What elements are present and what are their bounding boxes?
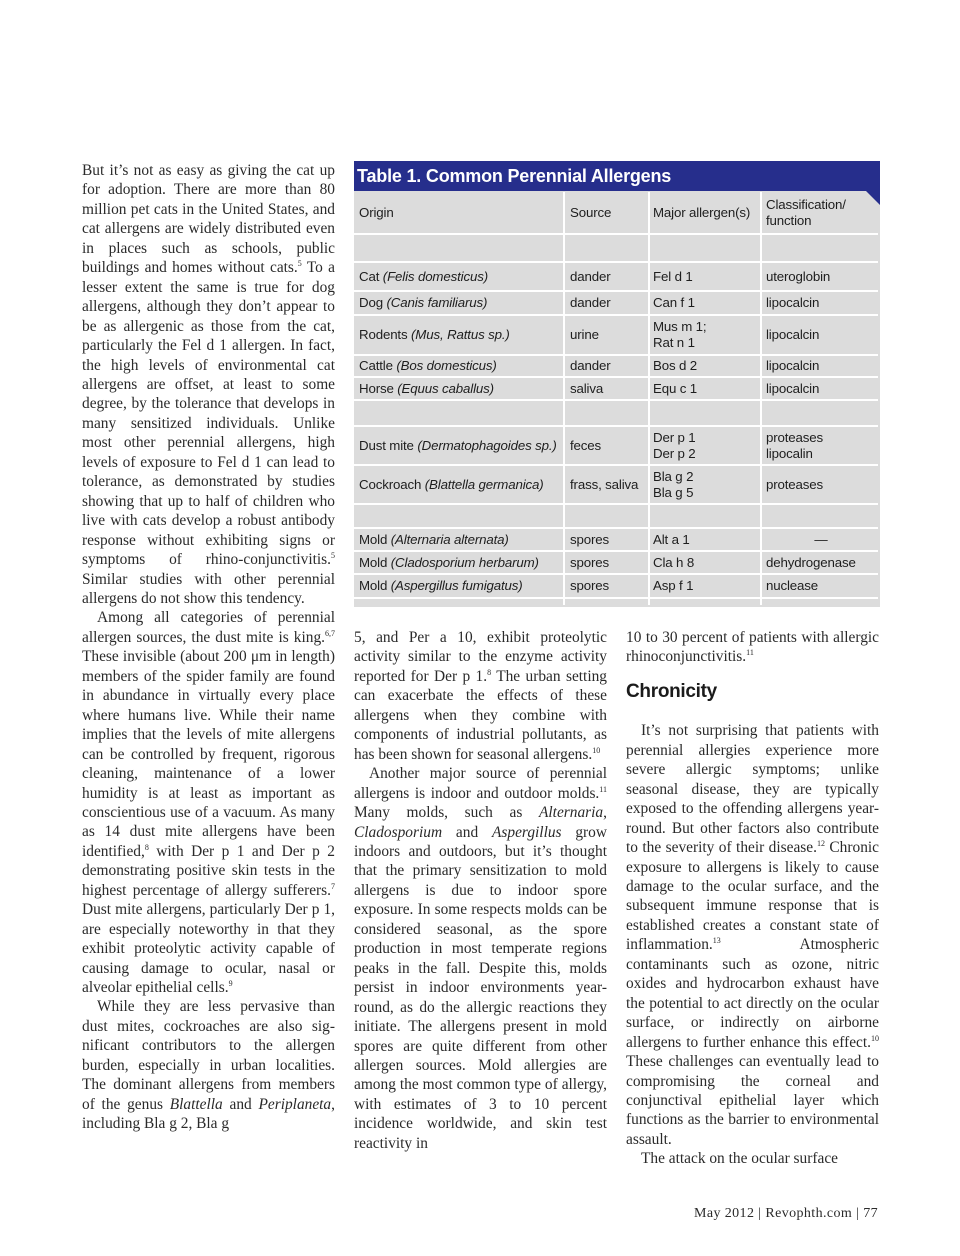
title-corner-decoration xyxy=(866,191,880,205)
cell-source-rodents: urine xyxy=(570,327,599,342)
cell-source-horse: saliva xyxy=(570,380,604,396)
cell-class-cattle: lipocalcin xyxy=(766,358,820,373)
cell-origin-mold-aspergillus: Mold (Aspergillus fumigatus) xyxy=(359,578,523,593)
header-classification: Classification/ function xyxy=(766,197,846,228)
cell-allergen-dog: Can f 1 xyxy=(653,295,695,310)
cell-origin-horse: Horse (Equus caballus) xyxy=(359,380,494,396)
cell-origin-rodents: Rodents (Mus, Rattus sp.) xyxy=(359,327,510,342)
cell-class-rodents: lipocalcin xyxy=(766,327,820,342)
cell-class-dust-mite: proteases lipocalin xyxy=(766,429,824,461)
cell-allergen-mold-aspergillus: Asp f 1 xyxy=(653,578,694,593)
article-column-left xyxy=(82,161,335,1134)
cell-class-dog: lipocalcin xyxy=(766,295,820,310)
paragraph: But it’s not as easy as giving the cat up for adoption. There are more than 80 million pet cats in the United States, and cat allergens are widely distributed even in places such as schools, public buildings and homes without cats.$^5$ To a lesser extent the same is true for dog allergens, although they don’t appear to be as allergenic as those from the cat, particularly the Fel d 1 allergen. In fact, the high levels of environmental cat allergens are offset, at least to some degree, by the tolerance that develops in many sensitized individuals. Unlike most other perennial allergens, high levels of exposure to Fel d 1 can lead to tolerance, as demonstrated by studies showing that up to half of children who live with cats develop a robust antibody response without exhibiting signs or symptoms of rhino-conjunctivitis.$^5$ Similar studies with other perennial allergens do not show this tendency. xyxy=(82,162,335,607)
cell-class-mold-aspergillus: nuclease xyxy=(766,578,819,593)
row-divider xyxy=(354,399,878,401)
cell-class-mold-alternaria: — xyxy=(814,531,828,547)
cell-origin-cockroach: Cockroach (Blattella germanica) xyxy=(359,476,544,492)
cell-source-mold-alternaria: spores xyxy=(570,531,610,547)
cell-source-dog: dander xyxy=(570,295,611,310)
cell-source-dust-mite: feces xyxy=(570,437,602,453)
allergen-table xyxy=(354,161,880,607)
header-source: Source xyxy=(570,205,612,220)
cell-source-cat: dander xyxy=(570,268,611,284)
cell-class-cat: uteroglobin xyxy=(766,268,831,284)
cell-source-mold-aspergillus: spores xyxy=(570,578,610,593)
cell-allergen-mold-alternaria: Alt a 1 xyxy=(653,531,690,547)
cell-allergen-dust-mite: Der p 1 Der p 2 xyxy=(653,429,696,461)
paragraph: The attack on the ocular surface xyxy=(641,1150,838,1168)
cell-allergen-mold-cladosporium: Cla h 8 xyxy=(653,554,695,570)
header-major-allergen: Major allergen(s) xyxy=(653,205,751,220)
paragraph: Among all categories of perennial allergen sources, the dust mite is king.$^{6,7}$ These invisible (about 200 μm in length) members of the spider family are found in abundance in virtually every place where humans live. While their name implies that the levels of mite allergens can be controlled by frequent, rigorous cleaning, maintenance of a lower humidity is at least as important as conscientious use of a vacuum. As many as 14 dust mite allergens have been identified,$^8$ with Der p 1 and Der p 2 demonstrating positive skin tests in the highest percentage of allergy sufferers.$^7$ Dust mite allergens, particularly Der p 1, are especially noteworthy in that they exhibit proteolytic activity capable of causing damage to ocular, nasal or alveolar epithelial cells.$^9$ xyxy=(82,609,335,997)
cell-source-cattle: dander xyxy=(570,358,611,373)
cell-origin-dust-mite: Dust mite (Dermatophagoides sp.) xyxy=(359,437,557,453)
cell-allergen-rodents: Mus m 1; Rat n 1 xyxy=(653,319,707,350)
cell-class-horse: lipocalcin xyxy=(766,380,820,396)
cell-origin-mold-alternaria: Mold (Alternaria alternata) xyxy=(359,531,509,547)
cell-origin-dog: Dog (Canis familiarus) xyxy=(359,295,488,310)
row-divider xyxy=(354,597,878,599)
cell-origin-cat: Cat (Felis domesticus) xyxy=(359,268,488,284)
cell-source-cockroach: frass, saliva xyxy=(570,476,639,492)
cell-allergen-cockroach: Bla g 2 Bla g 5 xyxy=(653,468,694,500)
row-divider xyxy=(354,503,878,505)
cell-class-mold-cladosporium: dehydrogenase xyxy=(766,554,856,570)
paragraph: 5, and Per a 10, exhibit proteolytic activity similar to the enzyme activity reported for Der p 1.$^8$ The urban setting can exacerbate the effects of these allergens when they combine with components of industrial pollutants, as has been shown for seasonal allergens.$^{10}$ xyxy=(354,629,607,763)
paragraph: While they are less pervasive than dust mites, cockroaches are also significant contributors to the allergen burden, especially in urban localities. The dominant allergens from members of the genus Blattella and Periplaneta, including Bla g 2, Bla g xyxy=(82,998,335,1133)
cell-origin-mold-cladosporium: Mold (Cladosporium herbarum) xyxy=(359,554,539,570)
cell-source-mold-cladosporium: spores xyxy=(570,554,610,570)
article-column-middle xyxy=(354,628,607,1153)
header-origin: Origin xyxy=(359,205,394,220)
cell-class-cockroach: proteases xyxy=(766,476,824,492)
section-heading: Chronicity xyxy=(626,680,717,702)
article-column-right xyxy=(626,628,879,1169)
paragraph: 10 to 30 percent of patients with allergic rhinoconjunctivitis.$^{11}$ xyxy=(626,629,879,666)
paragraph: Another major source of perennial allergens is indoor and outdoor molds.$^{11}$ Many molds, such as Alternaria, Cladosporium and Aspergillus grow indoors and outdoors, but it’s thought that the primary sensitization to mold allergens is due to indoor spore exposure. In some respects molds can be considered seasonal, as the spore production in most temperate regions peaks in the fall. Despite this, molds persist in indoor environments year-round, as do the allergic reactions they initiate. The allergens present in mold spores are quite different from other allergen sources. Mold allergies are among the most common type of allergy, with estimates of 3 to 10 percent incidence worldwide, and skin test reactivity in xyxy=(354,765,607,1152)
paragraph: It’s not surprising that patients with perennial allergies experience more severe allergic symptoms; unlike seasonal disease, they are typically exposed to the offending allergens year-round. But other factors also contribute to the severity of their disease.$^{12}$ Chronic exposure to allergens is likely to cause damage to the ocular surface, and the subsequent immune response that is established creates a constant state of inflammation.$^{13}$ Atmospheric contaminants such as ozone, nitric oxides and hydrocarbon exhaust have the potential to act directly on the ocular surface, or indirectly on airborne allergens to further enhance this effect.$^{10}$ These challenges can eventually lead to compromising the corneal and conjunctival epithelial layer which functions as the barrier to environmental assault. xyxy=(626,722,880,1148)
table-title: Table 1. Common Perennial Allergens xyxy=(354,161,880,191)
page-footer: May 2012 | Revophth.com | 77 xyxy=(693,1206,878,1221)
cell-origin-cattle: Cattle (Bos domesticus) xyxy=(359,358,497,373)
cell-allergen-cat: Fel d 1 xyxy=(653,268,693,284)
cell-allergen-horse: Equ c 1 xyxy=(653,380,698,396)
cell-allergen-cattle: Bos d 2 xyxy=(653,358,698,373)
